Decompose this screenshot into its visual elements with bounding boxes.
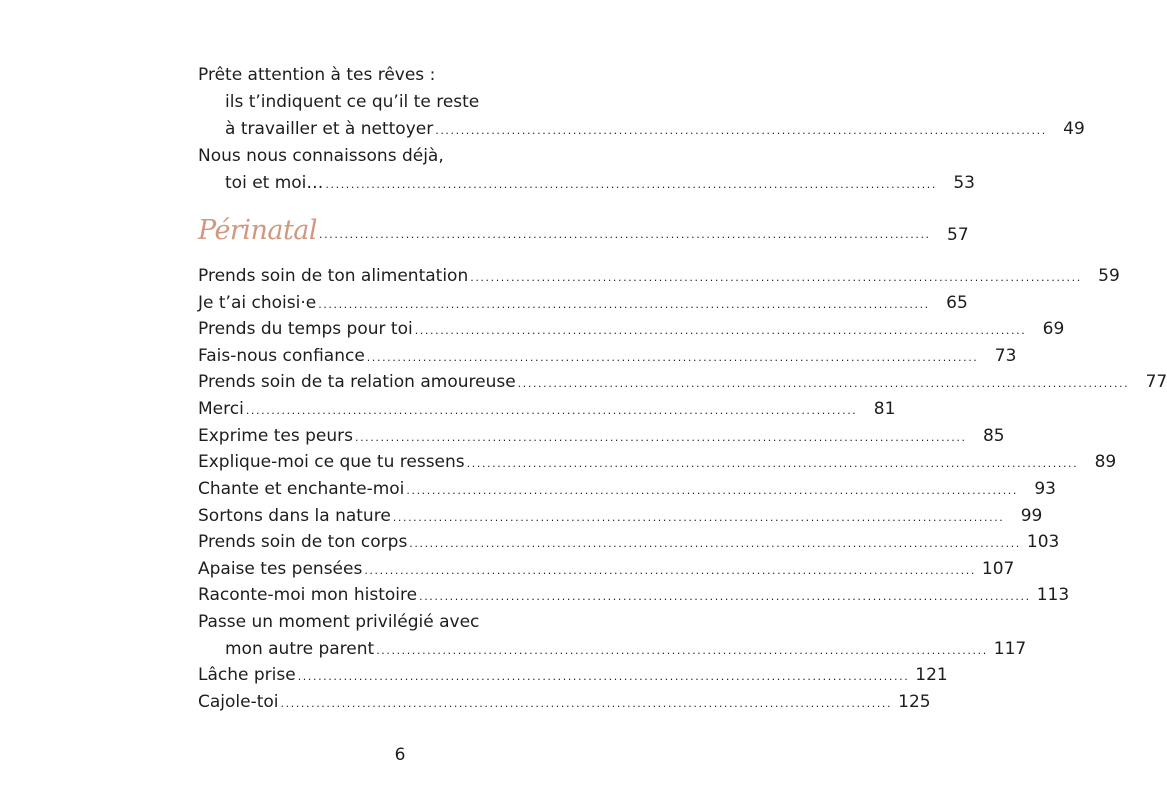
dot-leader: ........................................................................................................................ — [406, 484, 1018, 497]
dot-leader: ........................................................................................................................ — [297, 670, 910, 683]
toc-page-number: 73 — [994, 346, 1017, 366]
toc-entry-title: Cajole-toi — [198, 692, 279, 712]
toc-entry-title: Exprime tes peurs — [198, 426, 353, 446]
toc-entry-title: toi et moi… — [225, 173, 324, 193]
section-title: Périnatal — [198, 215, 318, 246]
dot-leader: ........................................................................................................................ — [435, 124, 1047, 137]
toc-entry — [198, 660, 948, 686]
toc-entry-title: Prends soin de ton corps — [198, 532, 408, 552]
toc-entry — [198, 367, 1167, 393]
toc-page-number: 69 — [1042, 319, 1065, 339]
toc-page-number: 77 — [1145, 372, 1167, 392]
toc-entry-title: mon autre parent — [225, 639, 375, 659]
toc-page-number: 113 — [1036, 585, 1070, 605]
toc-entry — [198, 527, 1060, 553]
toc-entry-title: ils t’indiquent ce qu’il te reste — [225, 92, 480, 112]
toc-entry-title: Nous nous connaissons déjà, — [198, 146, 444, 166]
toc-entry-title: Passe un moment privilégié avec — [198, 612, 480, 632]
dot-leader: ........................................................................................................................ — [392, 511, 1005, 524]
toc-page-number: 125 — [898, 692, 931, 712]
toc-entry — [198, 341, 1017, 367]
toc-page-number: 49 — [1063, 119, 1085, 139]
dot-leader: ........................................................................................................................ — [319, 228, 931, 241]
toc-entry — [198, 501, 1043, 527]
toc-page-number: 89 — [1094, 452, 1117, 472]
toc-entry — [198, 288, 968, 314]
toc-entry-title: Sortons dans la nature — [198, 506, 391, 526]
dot-leader: ........................................................................................................................ — [409, 537, 1021, 550]
toc-page-number: 53 — [953, 173, 975, 193]
toc-entry-title: Prends soin de ta relation amoureuse — [198, 372, 516, 392]
toc-page-number: 85 — [982, 426, 1005, 446]
toc-page-number: 121 — [915, 665, 948, 685]
toc-entry — [198, 474, 1056, 500]
toc-entry-title: Fais-nous confiance — [198, 346, 365, 366]
toc-entry-title: Raconte-moi mon histoire — [198, 585, 418, 605]
toc-entry-line — [198, 141, 602, 167]
dot-leader: ........................................................................................................................ — [280, 697, 893, 710]
toc-entry — [198, 421, 1005, 447]
toc-entry-title: Lâche prise — [198, 665, 296, 685]
toc-page-number: 93 — [1034, 479, 1056, 499]
toc-entry-title: Prends soin de ton alimentation — [198, 266, 469, 286]
toc-page-number: 107 — [981, 559, 1015, 579]
toc-entry — [198, 554, 1015, 580]
toc-entry-title: Prends du temps pour toi — [198, 319, 413, 339]
dot-leader: ........................................................................................................................ — [470, 271, 1082, 284]
dot-leader: ........................................................................................................................ — [376, 644, 988, 657]
dot-leader: ........................................................................................................................ — [466, 457, 1079, 470]
dot-leader: ........................................................................................................................ — [364, 564, 976, 577]
dot-leader: ........................................................................................................................ — [414, 324, 1027, 337]
toc-entry-line — [198, 607, 602, 633]
toc-page-number: 99 — [1020, 506, 1043, 526]
toc-entry — [198, 394, 896, 420]
toc-page-number: 117 — [993, 639, 1027, 659]
toc-entry-title: à travailler et à nettoyer — [225, 119, 434, 139]
dot-leader: ........................................................................................................................ — [517, 377, 1130, 390]
dot-leader: ........................................................................................................................ — [325, 178, 937, 191]
toc-page-number: 81 — [873, 399, 896, 419]
toc-page-number: 57 — [947, 225, 969, 245]
dot-leader: ........................................................................................................................ — [354, 431, 967, 444]
toc-entry-title: Chante et enchante-moi — [198, 479, 405, 499]
section-heading — [198, 210, 969, 246]
toc-entry-line — [198, 60, 602, 86]
page-number: 6 — [394, 745, 406, 765]
dot-leader: ........................................................................................................................ — [366, 351, 979, 364]
toc-entry-title: Apaise tes pensées — [198, 559, 363, 579]
dot-leader: ........................................................................................................................ — [318, 298, 930, 311]
toc-entry-line — [198, 87, 602, 113]
toc-entry-line — [198, 114, 1085, 140]
toc-page-number: 65 — [946, 293, 968, 313]
toc-entry-title: Merci — [198, 399, 244, 419]
toc-entry — [198, 634, 1027, 660]
toc-entry-title: Explique-moi ce que tu ressens — [198, 452, 465, 472]
toc-entry-title: Je t’ai choisi·e — [198, 293, 317, 313]
toc-page-number: 103 — [1026, 532, 1060, 552]
toc-entry — [198, 580, 1070, 606]
dot-leader: ........................................................................................................................ — [245, 404, 858, 417]
toc-entry — [198, 261, 1120, 287]
dot-leader: ........................................................................................................................ — [419, 590, 1031, 603]
toc-entry — [198, 687, 931, 713]
toc-page-number: 59 — [1098, 266, 1120, 286]
toc-entry — [198, 314, 1065, 340]
toc-entry-line — [198, 168, 975, 194]
toc-entry — [198, 447, 1117, 473]
toc-entry-title: Prête attention à tes rêves : — [198, 65, 436, 85]
